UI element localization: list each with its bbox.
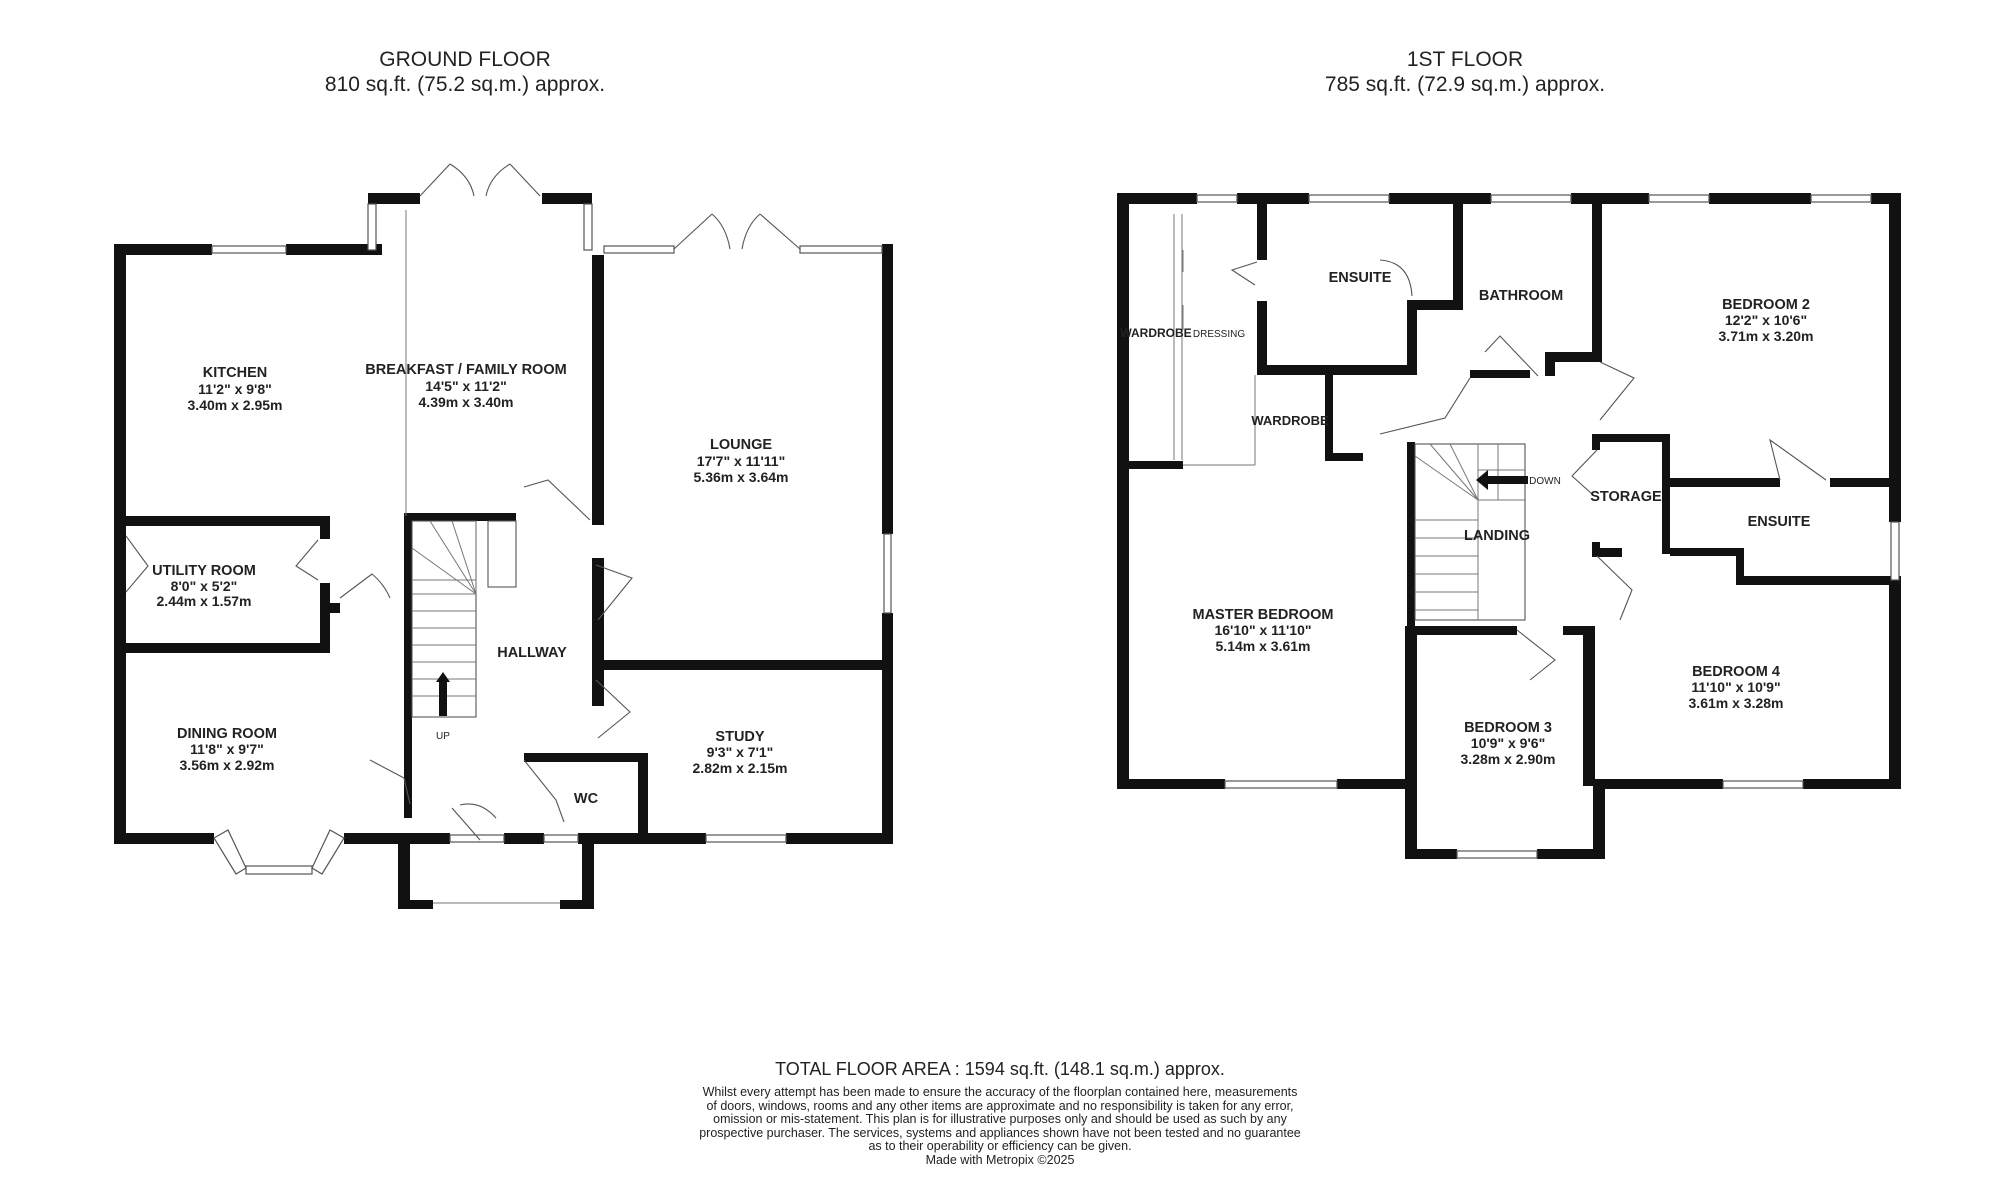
- bedroom-3-name: BEDROOM 3: [1464, 720, 1552, 736]
- family-room-imperial: 14'5" x 11'2": [425, 378, 507, 394]
- bedroom-2-metric: 3.71m x 3.20m: [1718, 328, 1814, 344]
- ground-floor-area: 810 sq.ft. (75.2 sq.m.) approx.: [324, 73, 606, 96]
- kitchen-metric: 3.40m x 2.95m: [187, 397, 283, 413]
- total-floor-area: TOTAL FLOOR AREA : 1594 sq.ft. (148.1 sq.m.) approx.: [775, 1059, 1225, 1079]
- disclaimer: Whilst every attempt has been made to ensure the accuracy of the floorplan contained here, measurements of doors, windows, rooms and any other items are approximate and no responsibility is taken for any error, omission or mis-statement. This plan is for illustrative purposes only and should be used as such by any prospective purchaser. The services, systems and appliances shown have not been tested and no guarantee as to their operability or efficiency can be given.: [699, 1085, 1301, 1154]
- study-name: STUDY: [715, 729, 765, 745]
- master-bedroom-imperial: 16'10" x 11'10": [1214, 622, 1312, 638]
- dressing-name: DRESSING: [1192, 329, 1246, 340]
- wc-name: WC: [573, 791, 599, 807]
- bedroom-4-name: BEDROOM 4: [1692, 664, 1780, 680]
- utility-room-imperial: 8'0" x 5'2": [170, 578, 238, 594]
- stair-up-label: UP: [436, 731, 450, 742]
- wardrobe-2-name: WARDROBE: [1251, 413, 1329, 428]
- study-imperial: 9'3" x 7'1": [706, 744, 774, 760]
- stair-down-label: DOWN: [1529, 476, 1561, 487]
- kitchen-imperial: 11'2" x 9'8": [198, 381, 272, 397]
- first-floor-area: 785 sq.ft. (72.9 sq.m.) approx.: [1324, 73, 1606, 96]
- bedroom-4-imperial: 11'10" x 10'9": [1691, 679, 1781, 695]
- ensuite-2-name: ENSUITE: [1747, 514, 1811, 530]
- master-bedroom-name: MASTER BEDROOM: [1192, 607, 1334, 623]
- dining-room-metric: 3.56m x 2.92m: [179, 757, 275, 773]
- family-room-metric: 4.39m x 3.40m: [418, 394, 514, 410]
- study-metric: 2.82m x 2.15m: [692, 760, 788, 776]
- ground-floor-title: GROUND FLOOR: [379, 48, 551, 71]
- utility-room-name: UTILITY ROOM: [152, 563, 256, 579]
- lounge-imperial: 17'7" x 11'11": [696, 453, 786, 469]
- first-floor-title: 1ST FLOOR: [1406, 48, 1524, 71]
- ensuite-1-name: ENSUITE: [1328, 270, 1392, 286]
- bedroom-2-imperial: 12'2" x 10'6": [1724, 312, 1808, 328]
- hallway-name: HALLWAY: [497, 645, 567, 661]
- wardrobe-1-name: WARDROBE: [1120, 326, 1192, 340]
- footer: [560, 1058, 1440, 1168]
- ground-floor-windows: [212, 204, 891, 903]
- master-bedroom-metric: 5.14m x 3.61m: [1215, 638, 1311, 654]
- credit: Made with Metropix ©2025: [925, 1152, 1075, 1167]
- landing-name: LANDING: [1463, 528, 1531, 544]
- bathroom-name: BATHROOM: [1478, 288, 1564, 304]
- ground-floor-plan: [114, 164, 893, 909]
- ground-floor-stairs: [412, 521, 516, 717]
- bedroom-3-imperial: 10'9" x 9'6": [1470, 735, 1546, 751]
- bedroom-4-metric: 3.61m x 3.28m: [1688, 695, 1784, 711]
- first-floor-plan: [1117, 193, 1901, 859]
- utility-room-metric: 2.44m x 1.57m: [156, 593, 252, 609]
- bedroom-2-name: BEDROOM 2: [1722, 297, 1810, 313]
- storage-name: STORAGE: [1590, 489, 1662, 505]
- lounge-metric: 5.36m x 3.64m: [693, 469, 789, 485]
- bedroom-3-metric: 3.28m x 2.90m: [1460, 751, 1556, 767]
- family-room-name: BREAKFAST / FAMILY ROOM: [365, 362, 567, 378]
- kitchen-name: KITCHEN: [202, 365, 268, 381]
- dining-room-name: DINING ROOM: [177, 726, 277, 742]
- dining-room-imperial: 11'8" x 9'7": [190, 741, 264, 757]
- lounge-name: LOUNGE: [709, 437, 773, 453]
